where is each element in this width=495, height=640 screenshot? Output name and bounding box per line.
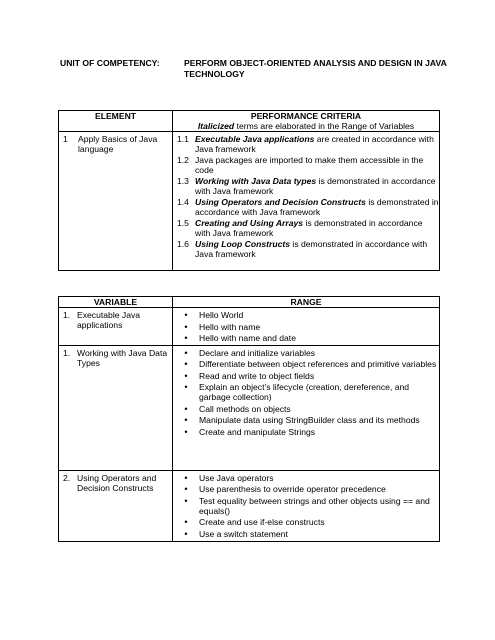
range-item-text: Create and manipulate Strings (199, 426, 316, 437)
criteria-term: Executable Java applications (195, 134, 315, 144)
unit-of-competency-title: PERFORM OBJECT-ORIENTED ANALYSIS AND DESIGN IN JAVA TECHNOLOGY (184, 58, 447, 79)
performance-criteria-column-header (173, 111, 440, 132)
range-list (173, 471, 439, 539)
criteria-number: 1.4 (177, 197, 189, 207)
range-item (173, 382, 439, 402)
variable-number: 1. (63, 347, 71, 358)
bullet-icon: • (184, 382, 188, 392)
criteria-text (195, 218, 439, 238)
bullet-icon: • (184, 403, 188, 414)
bullet-icon: • (184, 333, 188, 343)
variable-number: 2. (63, 472, 71, 483)
criteria-number: 1.6 (177, 239, 189, 249)
range-item (173, 359, 439, 369)
table-row (59, 308, 440, 346)
table-row (59, 345, 440, 470)
range-item-text: Call methods on objects (199, 403, 291, 414)
criteria-description: is demonstrated in accordance with Java framework (195, 176, 436, 196)
variable-name: Executable Java applications (77, 310, 141, 330)
range-item-text: Test equality between strings and other objects using == and equals() (199, 495, 430, 516)
bullet-icon: • (184, 415, 188, 425)
unit-of-competency-label: UNIT OF COMPETENCY: (60, 58, 160, 68)
bullet-icon: • (184, 426, 188, 437)
criteria-item (177, 155, 439, 175)
criteria-description: is demonstrated in accordance with Java framework (195, 218, 423, 238)
bullet-icon: • (184, 321, 188, 332)
bullet-icon: • (184, 528, 188, 539)
variable-column-header: VARIABLE (59, 297, 173, 308)
criteria-description: are created in accordance with Java framework (195, 134, 434, 154)
criteria-term: Creating and Using Arrays (195, 218, 304, 228)
criteria-item (177, 176, 439, 196)
range-item-text: Explain an object’s lifecycle (creation, dereference, and garbage collection) (199, 382, 410, 402)
bullet-icon: • (184, 472, 188, 483)
variable-name: Using Operators and Decision Constructs (77, 472, 157, 493)
range-item-text: Read and write to object fields (199, 370, 315, 381)
performance-criteria-table (58, 110, 440, 271)
italicized-note (173, 121, 439, 131)
variable-number: 1. (63, 310, 71, 320)
bullet-icon: • (184, 484, 188, 494)
element-column-header: ELEMENT (59, 111, 173, 132)
element-number: 1 (63, 134, 68, 144)
range-item (173, 496, 439, 516)
bullet-icon: • (184, 347, 188, 358)
criteria-list (173, 132, 439, 270)
range-item (173, 322, 439, 332)
range-item (173, 348, 439, 358)
variable-name: Working with Java Data Types (77, 347, 168, 368)
italicized-word: Italicized (197, 121, 235, 131)
criteria-term: Working with Java Data types (195, 176, 317, 186)
bullet-icon: • (184, 495, 188, 506)
range-item-text: Manipulate data using StringBuilder class and its methods (199, 415, 420, 425)
range-item-text: Hello World (199, 310, 244, 320)
bullet-icon: • (184, 517, 188, 527)
criteria-description: Java packages are imported to make them accessible in the code (195, 155, 424, 175)
range-item (173, 404, 439, 414)
element-text: Apply Basics of Java language (78, 134, 158, 154)
criteria-text (195, 155, 439, 175)
table-row (59, 470, 440, 541)
bullet-icon: • (184, 370, 188, 381)
range-item-text: Use Java operators (199, 472, 274, 483)
range-item-text: Declare and initialize variables (199, 347, 316, 358)
criteria-item (177, 134, 439, 154)
criteria-number: 1.2 (177, 155, 189, 165)
criteria-item (177, 239, 439, 259)
bullet-icon: • (184, 310, 188, 320)
range-item-text: Hello with name and date (199, 333, 296, 343)
range-item-text: Differentiate between object references and primitive variables (199, 359, 437, 369)
range-item (173, 310, 439, 320)
range-item (173, 473, 439, 483)
bullet-icon: • (184, 359, 188, 369)
range-item-text: Create and use if-else constructs (199, 517, 325, 527)
range-of-variables-table (58, 296, 440, 542)
range-item (173, 484, 439, 494)
range-column-header: RANGE (173, 297, 440, 308)
criteria-term: Using Operators and Decision Constructs (195, 197, 366, 207)
criteria-text (195, 197, 439, 217)
criteria-number: 1.1 (177, 134, 189, 144)
range-item (173, 333, 439, 343)
criteria-cell (173, 132, 440, 271)
criteria-text (195, 176, 439, 196)
range-item (173, 427, 439, 437)
range-item (173, 529, 439, 539)
criteria-item (177, 197, 439, 217)
performance-criteria-header-text: PERFORMANCE CRITERIA (250, 111, 362, 121)
range-item-text: Hello with name (199, 321, 261, 332)
criteria-number: 1.3 (177, 176, 189, 186)
element-cell (59, 132, 173, 271)
italicized-note-rest: terms are elaborated in the Range of Variables (234, 121, 415, 131)
range-item-text: Use parenthesis to override operator precedence (199, 484, 386, 494)
criteria-description: is demonstrated in accordance with Java framework (195, 197, 439, 217)
range-list (173, 346, 439, 437)
range-item (173, 371, 439, 381)
criteria-number: 1.5 (177, 218, 189, 228)
range-item (173, 415, 439, 425)
criteria-text (195, 134, 439, 154)
criteria-description: is demonstrated in accordance with Java framework (195, 239, 428, 259)
criteria-item (177, 218, 439, 238)
criteria-term: Using Loop Constructs (195, 239, 291, 249)
range-item (173, 517, 439, 527)
range-list (173, 308, 439, 343)
range-item-text: Use a switch statement (199, 528, 288, 539)
criteria-text (195, 239, 439, 259)
